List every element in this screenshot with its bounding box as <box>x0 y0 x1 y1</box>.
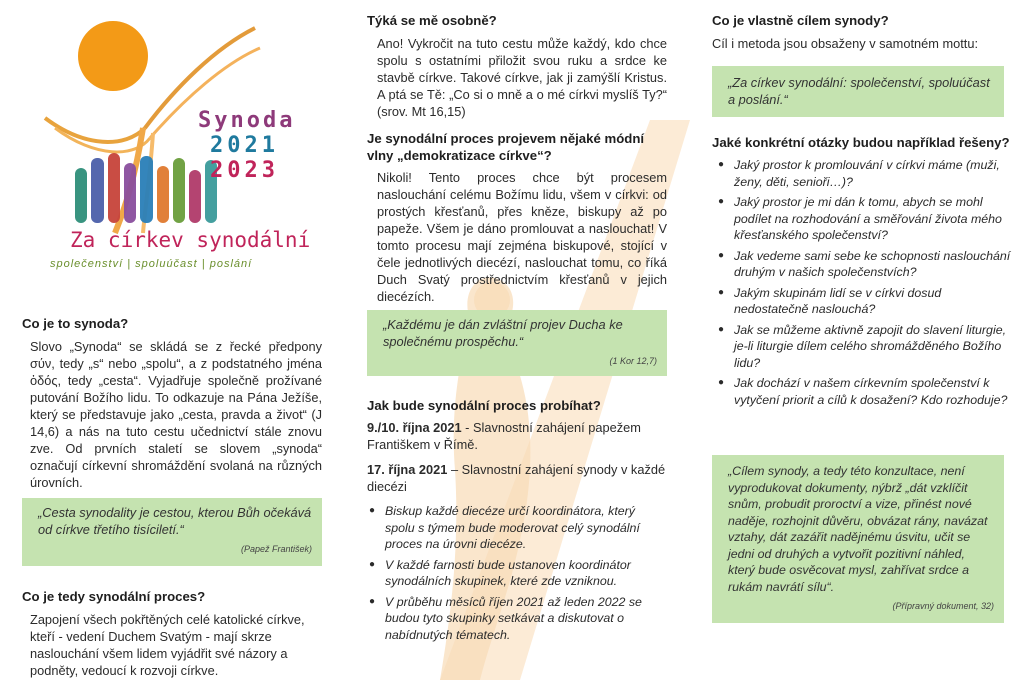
event-date: 9./10. října 2021 <box>367 420 462 435</box>
tagline-item: poslání <box>209 258 253 270</box>
synod-logo <box>25 8 345 248</box>
column-1 <box>0 0 340 684</box>
heading-personal: Týká se mě osobně? <box>367 13 497 28</box>
logo-tagline: společenství | spoluúčast | poslání <box>50 258 253 270</box>
quote-source: (Papež František) <box>240 544 312 554</box>
list-item: ● Jak vedeme sami sebe ke schopnosti naslouchání druhým v našich společenstvích? <box>716 248 1012 281</box>
column-2 <box>345 0 685 684</box>
heading-how-process: Jak bude synodální proces probíhat? <box>367 398 601 413</box>
quote-text: „Za církev synodální: společenství, spoluúčast a poslání.“ <box>728 75 990 107</box>
quote-text: „Cesta synodality je cestou, kterou Bůh očekává od církve třetího tisíciletí.“ <box>38 505 312 537</box>
quote-source: (1 Kor 12,7) <box>609 356 657 366</box>
quote-text: „Cílem synody, a tedy této konzultace, není vyprodukovat dokumenty, nýbrž „dát vzklíčit snům, probudit proroctví a vize, přinést nové naděje, rozhojnit důvěru, obvázat rány, navázat vztahy, dát zazářit nadějnému úsvitu, učit se jedni od druhých a vytvořit pozitivní náhled, který bude osvěcovat mysl, zahřívat srdce a rukám navrátí sílu“. <box>728 464 988 594</box>
list-item: ● V každé farnosti bude ustanoven koordinátor synodálních skupinek, které zde vzniknou. <box>367 557 667 590</box>
tagline-item: společenství <box>50 258 124 270</box>
event-date: 17. října 2021 <box>367 462 448 477</box>
quote-box-pope <box>22 498 322 566</box>
list-item: ● Jak dochází v našem církevním společenství k vytyčení priorit a cílů k dosažení? Kdo rozhoduje? <box>716 375 1012 408</box>
logo-motto: Za církev synodální <box>70 228 311 252</box>
column-3 <box>690 0 1024 684</box>
heading-goal: Co je vlastně cílem synody? <box>712 13 889 28</box>
heading-questions: Jaké konkrétní otázky budou například řešeny? <box>712 135 1010 150</box>
quote-text: „Každému je dán zvláštní projev Ducha ke společnému prospěchu.“ <box>383 317 623 349</box>
list-item: ● Jaký prostor je mi dán k tomu, abych se mohl podílet na rozhodování a směřování života mého křesťanského společenství? <box>716 194 1012 244</box>
paragraph-personal: Ano! Vykročit na tuto cestu může každý, kdo chce spolu s ostatními přiložit svou ruku a srdce ke stavbě církve. Takové církve, jak ji zamýšlí Kristus. A ptá se Tě: „Co si o mně a o mé církvi myslíš Ty?“ (srov. Mt 16,15) <box>377 36 667 119</box>
paragraph-democratization: Nikoli! Tento proces chce být procesem naslouchání celému Božímu lidu, všem v církvi: od prostých křesťanů, přes kněze, biskupy až po papeže. Všem je dáno promlouvat a naslouchat! V tomto procesu mají zejména biskupové, stojící v čele jednotlivých diecézí, naslouchat tomu, co říká Duch Svatý prostřednictvím křesťanů v jejich diecézích. <box>377 170 667 304</box>
quote-source: (Přípravný dokument, 32) <box>892 601 994 611</box>
list-item: ● Biskup každé diecéze určí koordinátora, který spolu s týmem bude moderovat celý synodální proces na úrovni diecéze. <box>367 503 667 553</box>
logo-year-2021: 2021 <box>210 133 279 158</box>
process-steps-list <box>367 503 667 643</box>
quote-box-preparatory <box>712 455 1004 623</box>
event-text: - Slavnostní zahájení papežem Františkem v Římě. <box>367 420 641 452</box>
list-item: ● Jaký prostor k promlouvání v církvi máme (muži, ženy, děti, senioři…)? <box>716 157 1012 190</box>
quote-box-corinthians <box>367 310 667 376</box>
quote-box-motto <box>712 66 1004 117</box>
list-item: ● V průběhu měsíců říjen 2021 až leden 2022 se budou tyto skupinky setkávat a diskutovat o nabídnutých tématech. <box>367 594 667 644</box>
paragraph-what-is-synod: Slovo „Synoda“ se skládá se z řecké předpony σύν, tedy „s“ nebo „spolu“, a z podstatného jména ὁδός, tedy „cesta“. Vyjadřuje společně prožívané putování Božího lidu. To odkazuje na Pána Ježíše, který se představuje jako „cesta, pravda a život“ (J 14,6) a nás na tuto cestu učednictví stále znovu zve. Od prvních staletí se slovem „synoda“ označují církevní shromáždění svolaná na různých úrovních. <box>30 339 322 490</box>
event-rome <box>367 419 667 453</box>
tagline-item: spoluúčast <box>135 258 198 270</box>
heading-what-is-synod: Co je to synoda? <box>22 316 129 331</box>
event-text: – Slavnostní zahájení synody v každé diecézi <box>367 462 666 494</box>
questions-list <box>716 157 1012 408</box>
heading-democratization: Je synodální proces projevem nějaké módní vlny „demokratizace církve“? <box>367 131 645 163</box>
heading-synodal-process: Co je tedy synodální proces? <box>22 589 206 604</box>
list-item: ● Jak se můžeme aktivně zapojit do slavení liturgie, je-li liturgie dílem celého shromážděného Božího lidu? <box>716 322 1012 372</box>
list-item: ● Jakým skupinám lidí se v církvi dosud nedostatečně naslouchá? <box>716 285 1012 318</box>
logo-synoda-word: Synoda <box>198 108 296 133</box>
event-diocese <box>367 461 667 495</box>
logo-year-2023: 2023 <box>210 158 279 183</box>
paragraph-synodal-process: Zapojení všech pokřtěných celé katolické církve, kteří - vedení Duchem Svatým - mají skrze naslouchání všem lidem vyjádřit své názory a podněty, vedoucí k rozvoji církve. <box>30 612 305 678</box>
paragraph-goal: Cíl i metoda jsou obsaženy v samotném mottu: <box>712 36 979 51</box>
